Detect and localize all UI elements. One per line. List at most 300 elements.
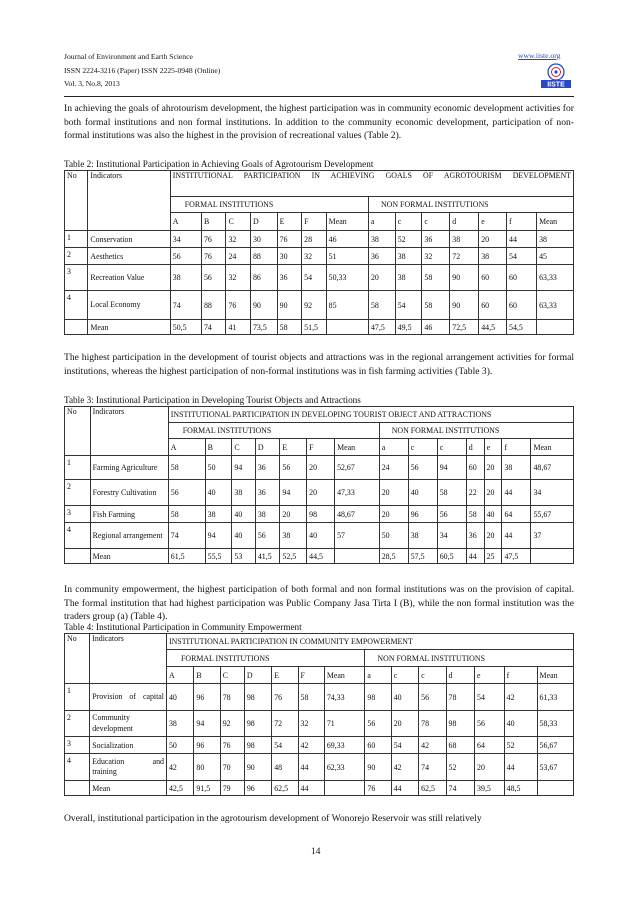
nonformal-institutions-header: NON FORMAL INSTITUTIONS: [365, 650, 574, 667]
value-cell: 90: [250, 291, 277, 320]
value-cell: 76: [220, 737, 244, 754]
value-cell: 57: [335, 523, 380, 549]
value-cell: 69,33: [324, 737, 365, 754]
value-cell: 56: [280, 456, 307, 480]
value-cell: 32: [226, 231, 251, 248]
mean-value: 74: [201, 320, 226, 335]
row-number: [65, 320, 88, 335]
column-header: c: [419, 667, 446, 684]
value-cell: 58: [466, 506, 484, 523]
value-cell: 58: [422, 265, 450, 291]
value-cell: 20: [307, 480, 335, 506]
mean-value: 50,5: [170, 320, 201, 335]
mean-value: 79: [220, 781, 244, 796]
column-header: Mean: [537, 667, 573, 684]
row-number: 2: [65, 711, 90, 737]
value-cell: 58: [168, 456, 205, 480]
column-header: B: [194, 667, 220, 684]
column-header: F: [307, 439, 335, 456]
column-header: D: [244, 667, 271, 684]
mean-value: 54,5: [507, 320, 537, 335]
column-header: C: [226, 213, 251, 231]
value-cell: 44: [298, 754, 324, 781]
value-cell: 20: [484, 456, 502, 480]
value-cell: 98: [446, 711, 475, 737]
table-row: [65, 754, 574, 781]
table-row: [65, 506, 574, 523]
indicator-label: Community development: [90, 711, 167, 737]
value-cell: 90: [450, 291, 479, 320]
value-cell: 44: [502, 523, 531, 549]
mean-value: [537, 320, 574, 335]
value-cell: 94: [232, 456, 255, 480]
table3-caption: Table 3: Institutional Participation in Developing Tourist Objects and Attractions: [64, 395, 361, 405]
mean-value: [335, 549, 380, 564]
value-cell: 64: [502, 506, 531, 523]
column-header: d: [466, 439, 484, 456]
value-cell: 32: [302, 248, 327, 265]
mean-value: 53: [232, 549, 255, 564]
row-number: [65, 781, 90, 796]
value-cell: 88: [250, 248, 277, 265]
column-header: a: [368, 213, 395, 231]
paragraph-2: The highest participation in the development of tourist objects and attractions was in the regional arrangement activities for formal institutions, whereas the highest participation of non-formal institutions was in fish farming activities (Table 3).: [64, 352, 574, 377]
value-cell: 38: [502, 456, 531, 480]
journal-name: Journal of Environment and Earth Science: [64, 52, 193, 61]
value-cell: 38: [537, 231, 574, 248]
header-indicators: Indicators: [88, 171, 170, 231]
row-number: 4: [65, 523, 91, 549]
value-cell: 96: [194, 737, 220, 754]
column-header: Mean: [326, 213, 368, 231]
value-cell: 74: [419, 754, 446, 781]
row-number: 1: [65, 684, 90, 711]
value-cell: 76: [272, 684, 298, 711]
value-cell: 94: [194, 711, 220, 737]
value-cell: 51: [326, 248, 368, 265]
value-cell: 36: [277, 265, 302, 291]
value-cell: 60: [365, 737, 391, 754]
value-cell: 20: [484, 480, 502, 506]
value-cell: 54: [475, 684, 505, 711]
column-header: E: [272, 667, 298, 684]
value-cell: 60: [479, 291, 507, 320]
value-cell: 40: [504, 711, 537, 737]
mean-value: 42,5: [166, 781, 193, 796]
value-cell: 38: [170, 265, 201, 291]
mean-label: Mean: [90, 549, 168, 564]
table-row: [65, 291, 574, 320]
value-cell: 52: [446, 754, 475, 781]
row-number: [65, 549, 91, 564]
column-header: e: [479, 213, 507, 231]
value-cell: 90: [277, 291, 302, 320]
formal-institutions-header: FORMAL INSTITUTIONS: [168, 423, 379, 439]
value-cell: 90: [244, 754, 271, 781]
row-number: 4: [65, 291, 88, 320]
mean-value: 74: [446, 781, 475, 796]
column-header: e: [484, 439, 502, 456]
indicator-label: Local Economy: [88, 291, 170, 320]
value-cell: 20: [280, 506, 307, 523]
value-cell: 58: [168, 506, 205, 523]
value-cell: 40: [484, 506, 502, 523]
iiste-logo: [540, 63, 572, 89]
paragraph-4: Overall, institutional participation in the agrotourism development of Wonorejo Reservoir was still relatively: [64, 813, 482, 824]
mean-value: 62,5: [419, 781, 446, 796]
mean-value: [324, 781, 365, 796]
mean-value: 51,5: [302, 320, 327, 335]
table-title: INSTITUTIONAL PARTICIPATION IN DEVELOPING TOURIST OBJECT AND ATTRACTIONS: [168, 407, 573, 423]
value-cell: 50: [166, 737, 193, 754]
value-cell: 40: [307, 523, 335, 549]
value-cell: 98: [244, 737, 271, 754]
value-cell: 56: [255, 523, 280, 549]
value-cell: 42: [504, 684, 537, 711]
value-cell: 56: [437, 506, 466, 523]
value-cell: 76: [201, 231, 226, 248]
value-cell: 40: [232, 523, 255, 549]
value-cell: 48: [272, 754, 298, 781]
page-number: 14: [311, 847, 321, 857]
table-title: INSTITUTIONAL PARTICIPATION IN ACHIEVING GOALS OF AGROTOURISM DEVELOPMENT: [170, 171, 573, 197]
value-cell: 70: [220, 754, 244, 781]
paragraph-1: In achieving the goals of ahrotourism development, the highest participation was in community economic development activities for both formal institutions and non formal institutions. In addition to the community economic development, participation of non-formal institutions was also the highest in the provision of recreational values (Table 2).: [64, 103, 574, 142]
mean-row: [65, 549, 574, 564]
value-cell: 34: [170, 231, 201, 248]
value-cell: 78: [446, 684, 475, 711]
value-cell: 40: [232, 506, 255, 523]
mean-value: 52,5: [280, 549, 307, 564]
table-row: [65, 456, 574, 480]
column-header: c: [395, 213, 422, 231]
value-cell: 36: [255, 456, 280, 480]
mean-value: [531, 549, 574, 564]
table-row: [65, 737, 574, 754]
mean-value: 49,5: [395, 320, 422, 335]
value-cell: 52: [504, 737, 537, 754]
column-header: E: [280, 439, 307, 456]
value-cell: 36: [255, 480, 280, 506]
mean-value: 44: [298, 781, 324, 796]
row-number: 1: [65, 456, 91, 480]
column-header: c: [408, 439, 437, 456]
mean-value: 28,5: [379, 549, 408, 564]
value-cell: 92: [220, 711, 244, 737]
row-number: 4: [65, 754, 90, 781]
value-cell: 71: [324, 711, 365, 737]
value-cell: 36: [466, 523, 484, 549]
mean-value: 91,5: [194, 781, 220, 796]
value-cell: 20: [307, 456, 335, 480]
value-cell: 42: [419, 737, 446, 754]
column-header: Mean: [324, 667, 365, 684]
value-cell: 96: [194, 684, 220, 711]
value-cell: 98: [365, 684, 391, 711]
value-cell: 24: [226, 248, 251, 265]
column-header: F: [302, 213, 327, 231]
column-header: B: [205, 439, 232, 456]
value-cell: 76: [226, 291, 251, 320]
value-cell: 44: [504, 754, 537, 781]
value-cell: 30: [277, 248, 302, 265]
value-cell: 36: [368, 248, 395, 265]
column-header: a: [365, 667, 391, 684]
indicator-label: Conservation: [88, 231, 170, 248]
value-cell: 50: [379, 523, 408, 549]
value-cell: 50: [205, 456, 232, 480]
mean-value: 60,5: [437, 549, 466, 564]
value-cell: 54: [395, 291, 422, 320]
mean-value: 44: [466, 549, 484, 564]
table-row: [65, 248, 574, 265]
value-cell: 90: [365, 754, 391, 781]
value-cell: 90: [450, 265, 479, 291]
value-cell: 56: [408, 456, 437, 480]
mean-row: [65, 320, 574, 335]
value-cell: 98: [307, 506, 335, 523]
value-cell: 40: [391, 684, 418, 711]
column-header: E: [277, 213, 302, 231]
mean-value: 48,5: [504, 781, 537, 796]
value-cell: 46: [326, 231, 368, 248]
table4-caption: Table 4: Institutional Participation in Community Empowerment: [64, 622, 302, 632]
indicator-label: Socialization: [90, 737, 167, 754]
value-cell: 60: [466, 456, 484, 480]
mean-value: 47,5: [502, 549, 531, 564]
nonformal-institutions-header: NON FORMAL INSTITUTIONS: [368, 197, 573, 213]
value-cell: 63,33: [537, 265, 574, 291]
indicator-label: Education and training: [90, 754, 167, 781]
value-cell: 60: [479, 265, 507, 291]
value-cell: 32: [298, 711, 324, 737]
indicator-label: Forestry Cultivation: [90, 480, 168, 506]
value-cell: 98: [244, 711, 271, 737]
value-cell: 54: [507, 248, 537, 265]
column-header: Mean: [335, 439, 380, 456]
mean-value: 73,5: [250, 320, 277, 335]
journal-issn: ISSN 2224-3216 (Paper) ISSN 2225-0948 (Online): [64, 65, 221, 75]
column-header: D: [255, 439, 280, 456]
paragraph-3: In community empowerment, the highest participation of both formal and non formal institutions was on the provision of capital. The formal institution that had highest participation was Public Company Jasa Tirta I (B), while the non formal institution was the traders group (a) (Table 4).: [64, 584, 574, 623]
mean-value: [326, 320, 368, 335]
column-header: f: [507, 213, 537, 231]
column-header: c: [391, 667, 418, 684]
column-header: e: [475, 667, 505, 684]
nonformal-institutions-header: NON FORMAL INSTITUTIONS: [379, 423, 573, 439]
value-cell: 38: [479, 248, 507, 265]
value-cell: 96: [408, 506, 437, 523]
row-number: 2: [65, 480, 91, 506]
value-cell: 20: [368, 265, 395, 291]
mean-value: 61,5: [168, 549, 205, 564]
value-cell: 94: [280, 480, 307, 506]
value-cell: 54: [302, 265, 327, 291]
mean-value: 46: [422, 320, 450, 335]
mean-value: 62,5: [272, 781, 298, 796]
value-cell: 44: [507, 231, 537, 248]
mean-value: 41: [226, 320, 251, 335]
mean-value: 72,5: [450, 320, 479, 335]
value-cell: 68: [446, 737, 475, 754]
value-cell: 24: [379, 456, 408, 480]
value-cell: 56: [201, 265, 226, 291]
value-cell: 72: [450, 248, 479, 265]
value-cell: 53,67: [537, 754, 573, 781]
value-cell: 58: [368, 291, 395, 320]
value-cell: 64: [475, 737, 505, 754]
row-number: 3: [65, 506, 91, 523]
row-number: 3: [65, 265, 88, 291]
value-cell: 42: [391, 754, 418, 781]
table-row: [65, 480, 574, 506]
value-cell: 60: [507, 291, 537, 320]
value-cell: 38: [280, 523, 307, 549]
value-cell: 20: [484, 523, 502, 549]
header-no: No: [65, 407, 91, 456]
column-header: f: [502, 439, 531, 456]
value-cell: 56,67: [537, 737, 573, 754]
value-cell: 36: [422, 231, 450, 248]
row-number: 1: [65, 231, 88, 248]
value-cell: 38: [368, 231, 395, 248]
value-cell: 54: [272, 737, 298, 754]
column-header: F: [298, 667, 324, 684]
formal-institutions-header: FORMAL INSTITUTIONS: [166, 650, 364, 667]
value-cell: 20: [479, 231, 507, 248]
mean-value: 96: [244, 781, 271, 796]
mean-value: 39,5: [475, 781, 505, 796]
value-cell: 61,33: [537, 684, 573, 711]
value-cell: 37: [531, 523, 574, 549]
value-cell: 34: [531, 480, 574, 506]
mean-value: 44,5: [307, 549, 335, 564]
value-cell: 56: [365, 711, 391, 737]
value-cell: 74: [168, 523, 205, 549]
row-number: 3: [65, 737, 90, 754]
logo-text: IISTE: [547, 81, 565, 89]
table2-caption: Table 2: Institutional Participation in Achieving Goals of Agrotourism Development: [64, 159, 374, 169]
value-cell: 40: [205, 480, 232, 506]
value-cell: 50,33: [326, 265, 368, 291]
value-cell: 20: [379, 480, 408, 506]
journal-url-link[interactable]: www.iiste.org: [518, 51, 561, 60]
value-cell: 56: [168, 480, 205, 506]
mean-value: 41,5: [255, 549, 280, 564]
value-cell: 58: [437, 480, 466, 506]
value-cell: 58: [422, 291, 450, 320]
column-header: Mean: [537, 213, 574, 231]
value-cell: 56: [419, 684, 446, 711]
mean-value: 47,5: [368, 320, 395, 335]
value-cell: 60: [507, 265, 537, 291]
journal-header: [64, 50, 220, 91]
value-cell: 92: [302, 291, 327, 320]
formal-institutions-header: FORMAL INSTITUTIONS: [170, 197, 368, 213]
mean-value: [537, 781, 573, 796]
header-rule: [64, 96, 574, 97]
value-cell: 38: [408, 523, 437, 549]
column-header: d: [446, 667, 475, 684]
value-cell: 58: [298, 684, 324, 711]
column-header: c: [422, 213, 450, 231]
value-cell: 74,33: [324, 684, 365, 711]
value-cell: 54: [391, 737, 418, 754]
header-no: No: [65, 634, 90, 684]
mean-value: 76: [365, 781, 391, 796]
header-indicators: Indicators: [90, 407, 168, 456]
mean-value: 44: [391, 781, 418, 796]
value-cell: 56: [475, 711, 505, 737]
column-header: A: [170, 213, 201, 231]
column-header: d: [450, 213, 479, 231]
value-cell: 52: [395, 231, 422, 248]
column-header: B: [201, 213, 226, 231]
value-cell: 34: [437, 523, 466, 549]
header-indicators: Indicators: [90, 634, 167, 684]
indicator-label: Regional arrangement: [90, 523, 168, 549]
indicator-label: Fish Farming: [90, 506, 168, 523]
column-header: C: [220, 667, 244, 684]
column-header: A: [168, 439, 205, 456]
table-row: [65, 684, 574, 711]
value-cell: 30: [250, 231, 277, 248]
value-cell: 76: [201, 248, 226, 265]
mean-value: 25: [484, 549, 502, 564]
value-cell: 45: [537, 248, 574, 265]
column-header: f: [504, 667, 537, 684]
value-cell: 63,33: [537, 291, 574, 320]
value-cell: 38: [450, 231, 479, 248]
value-cell: 80: [194, 754, 220, 781]
mean-value: 58: [277, 320, 302, 335]
value-cell: 44: [502, 480, 531, 506]
value-cell: 98: [244, 684, 271, 711]
value-cell: 38: [232, 480, 255, 506]
value-cell: 72: [272, 711, 298, 737]
column-header: D: [250, 213, 277, 231]
table4-table: [64, 633, 574, 796]
mean-value: 44,5: [479, 320, 507, 335]
value-cell: 38: [395, 265, 422, 291]
value-cell: 76: [277, 231, 302, 248]
value-cell: 74: [170, 291, 201, 320]
column-header: Mean: [531, 439, 574, 456]
value-cell: 48,67: [531, 456, 574, 480]
header-no: No: [65, 171, 88, 231]
value-cell: 62,33: [324, 754, 365, 781]
column-header: C: [232, 439, 255, 456]
row-number: 2: [65, 248, 88, 265]
table3-table: [64, 406, 574, 564]
journal-volume: Vol. 3, No.8, 2013: [64, 79, 120, 88]
mean-label: Mean: [88, 320, 170, 335]
column-header: c: [437, 439, 466, 456]
value-cell: 55,67: [531, 506, 574, 523]
mean-label: Mean: [90, 781, 167, 796]
value-cell: 20: [475, 754, 505, 781]
column-header: a: [379, 439, 408, 456]
value-cell: 42: [166, 754, 193, 781]
value-cell: 86: [250, 265, 277, 291]
value-cell: 88: [201, 291, 226, 320]
value-cell: 52,67: [335, 456, 380, 480]
indicator-label: Provision of capital: [90, 684, 167, 711]
value-cell: 20: [391, 711, 418, 737]
mean-value: 55,5: [205, 549, 232, 564]
value-cell: 58,33: [537, 711, 573, 737]
indicator-label: Aesthetics: [88, 248, 170, 265]
